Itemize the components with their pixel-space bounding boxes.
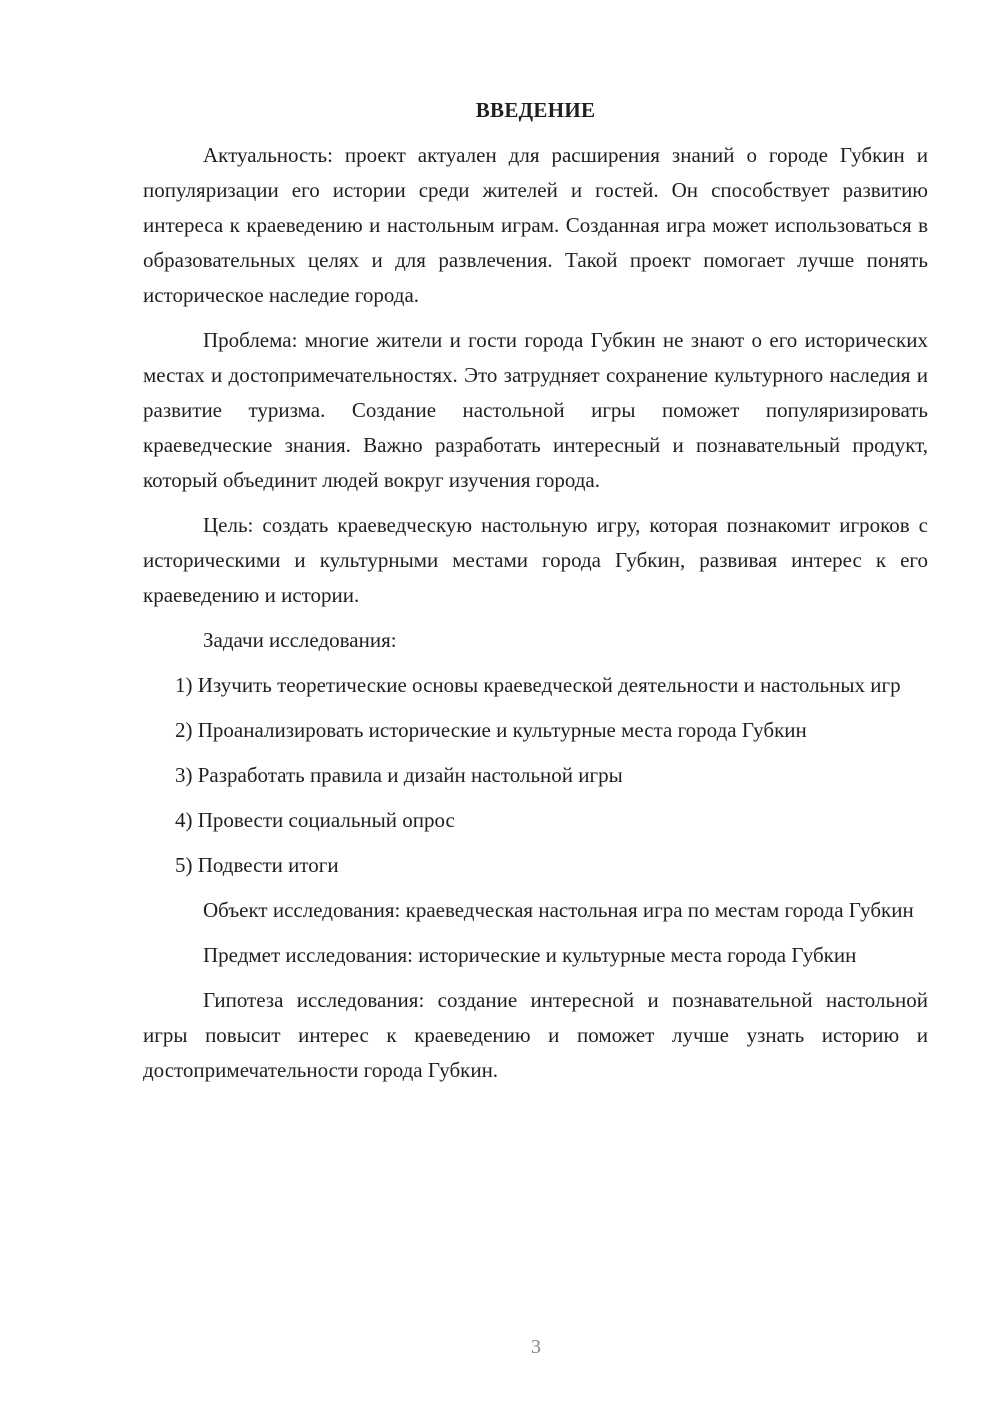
- subject-paragraph: Предмет исследования: исторические и культурные места города Губкин: [203, 943, 857, 967]
- section-title: ВВЕДЕНИЕ: [475, 98, 596, 122]
- relevance-paragraph: Актуальность: проект актуален для расширения знаний о городе Губкин и популяризации его истории среди жителей и гостей. Он способствует развитию интереса к краеведению и настольным играм. Созданная игра может использоваться в образовательных целях и для развлечения. Такой проект помогает лучше понять историческое наследие города.: [143, 143, 928, 307]
- problem-paragraph: Проблема: многие жители и гости города Губкин не знают о его исторических местах и достопримечательностях. Это затрудняет сохранение культурного наследия и развитие туризма. Создание настольной игры поможет популяризировать краеведческие знания. Важно разработать интересный и познавательный продукт, который объединит людей вокруг изучения города.: [143, 328, 928, 492]
- hypothesis-paragraph: Гипотеза исследования: создание интересной и познавательной настольной игры повысит интерес к краеведению и поможет лучше узнать историю и достопримечательности города Губкин.: [143, 988, 928, 1082]
- tasks-heading: Задачи исследования:: [203, 628, 397, 652]
- page-number: 3: [531, 1336, 541, 1358]
- task-item: 4) Провести социальный опрос: [175, 808, 455, 832]
- task-item: 3) Разработать правила и дизайн настольной игры: [175, 763, 623, 787]
- task-item: 2) Проанализировать исторические и культурные места города Губкин: [175, 718, 807, 742]
- object-paragraph: Объект исследования: краеведческая настольная игра по местам города Губкин: [203, 898, 914, 922]
- task-item: 1) Изучить теоретические основы краеведческой деятельности и настольных игр: [175, 673, 901, 697]
- page-content: [143, 93, 928, 1098]
- goal-paragraph: Цель: создать краеведческую настольную игру, которая познакомит игроков с историческими и культурными местами города Губкин, развивая интерес к его краеведению и истории.: [143, 513, 928, 607]
- task-item: 5) Подвести итоги: [175, 853, 339, 877]
